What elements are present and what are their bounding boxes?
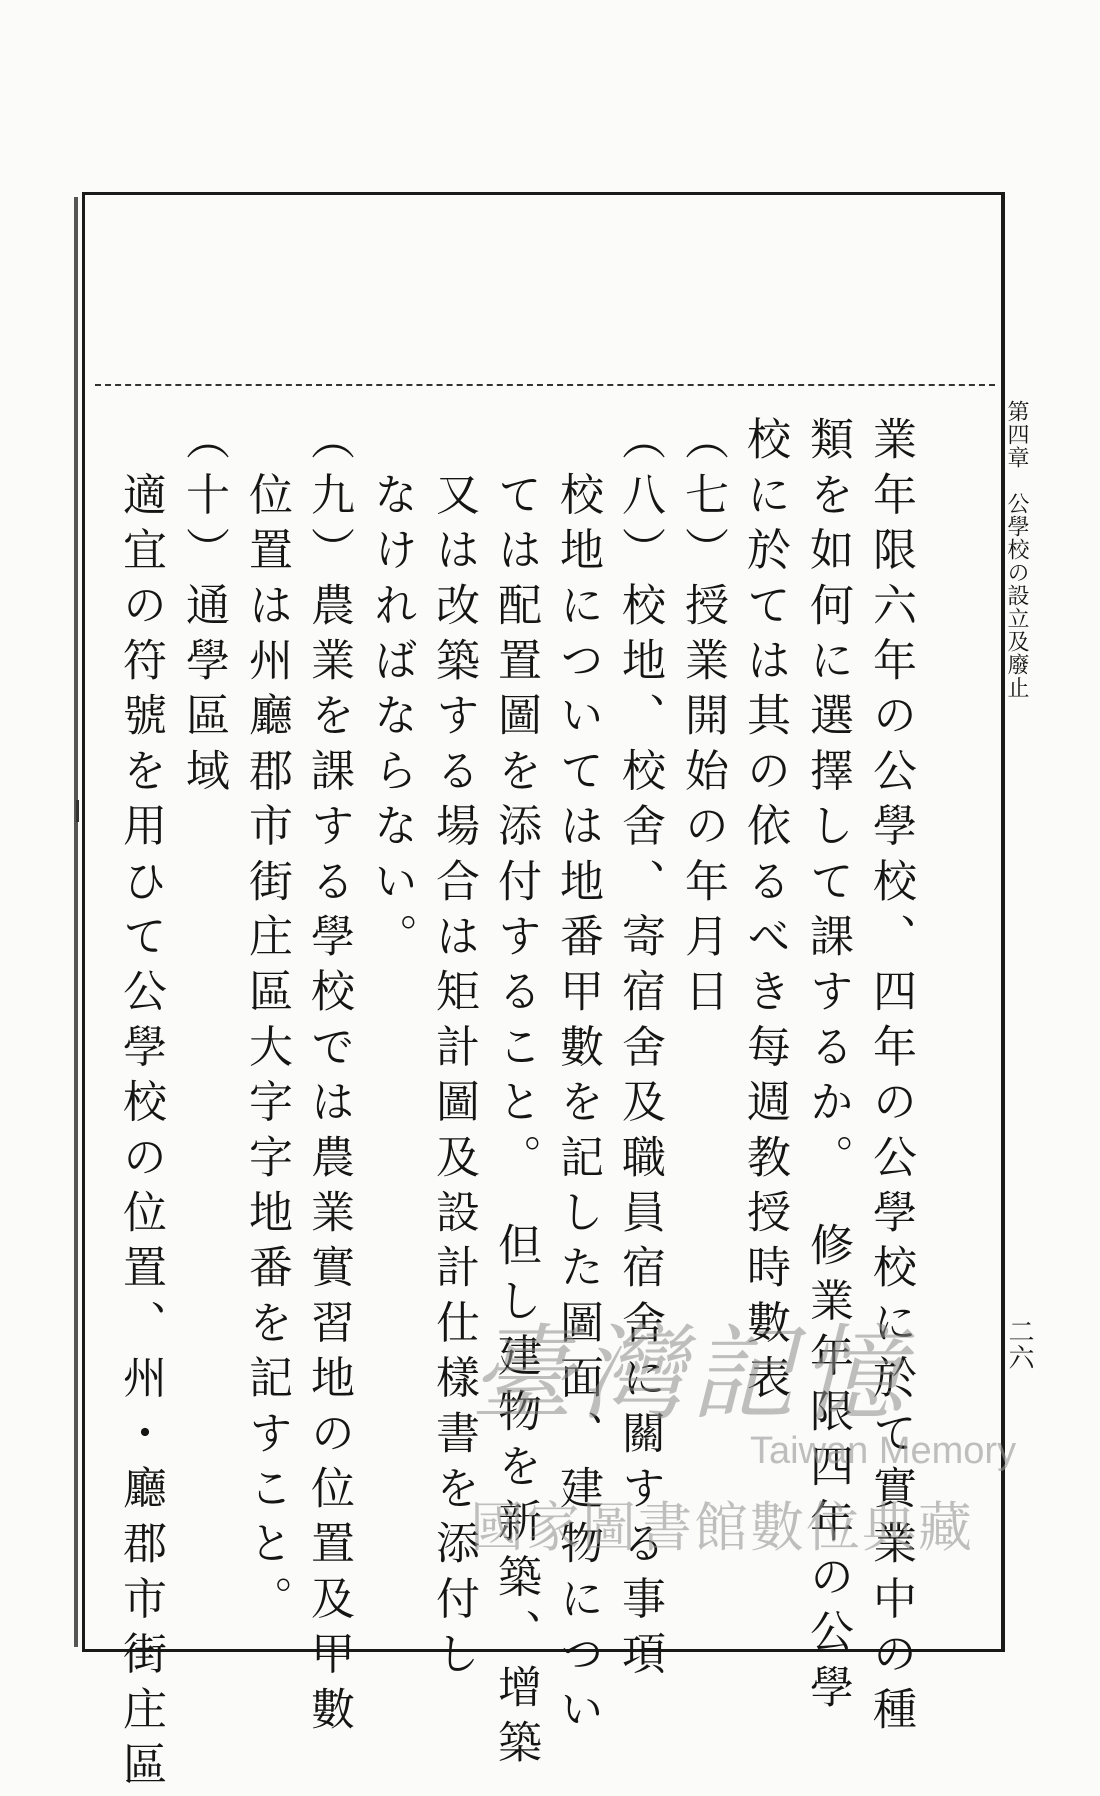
text-column: ては配置圖を添付すること。 但し建物を新築、增築 xyxy=(490,416,541,1774)
text-column: （十）通學區域 xyxy=(178,416,229,803)
watermark-english: Taiwan Memory xyxy=(750,1430,1017,1472)
text-column: 又は改築する場合は矩計圖及設計仕樣書を添付し xyxy=(428,416,479,1686)
page-number: 二六 xyxy=(1004,1318,1034,1370)
page-frame-edge xyxy=(74,197,78,1647)
header-divider xyxy=(95,384,995,386)
text-column: （九）農業を課する學校では農業實習地の位置及甲數 xyxy=(303,416,354,1741)
watermark-subtitle: 國家圖書館數位典藏 xyxy=(470,1496,974,1559)
text-column: 業年限六年の公學校、四年の公學校に於て實業中の種 xyxy=(865,416,916,1741)
running-head: 第四章 公學校の設立及廢止 xyxy=(1004,400,1029,699)
text-column: 類を如何に選擇して課するか。 修業年限四年の公學 xyxy=(802,416,853,1719)
text-column: （八）校地、校舍、寄宿舍及職員宿舍に關する事項 xyxy=(614,416,665,1686)
text-column: なければならない。 xyxy=(366,416,417,968)
watermark-logo-text: 臺灣記憶 xyxy=(470,1313,911,1435)
scan-artifact xyxy=(76,800,79,822)
text-column: 校地については地番甲數を記した圖面、建物につい xyxy=(552,416,603,1741)
text-column: 位置は州廳郡市街庄區大字字地番を記すこと。 xyxy=(241,416,292,1631)
text-column: （七）授業開始の年月日 xyxy=(677,416,728,1024)
text-column: 適宜の符號を用ひて公學校の位置、州・廳郡市街庄區 xyxy=(115,416,166,1796)
text-column: 校に於ては其の依るべき每週教授時數表 xyxy=(739,416,790,1410)
